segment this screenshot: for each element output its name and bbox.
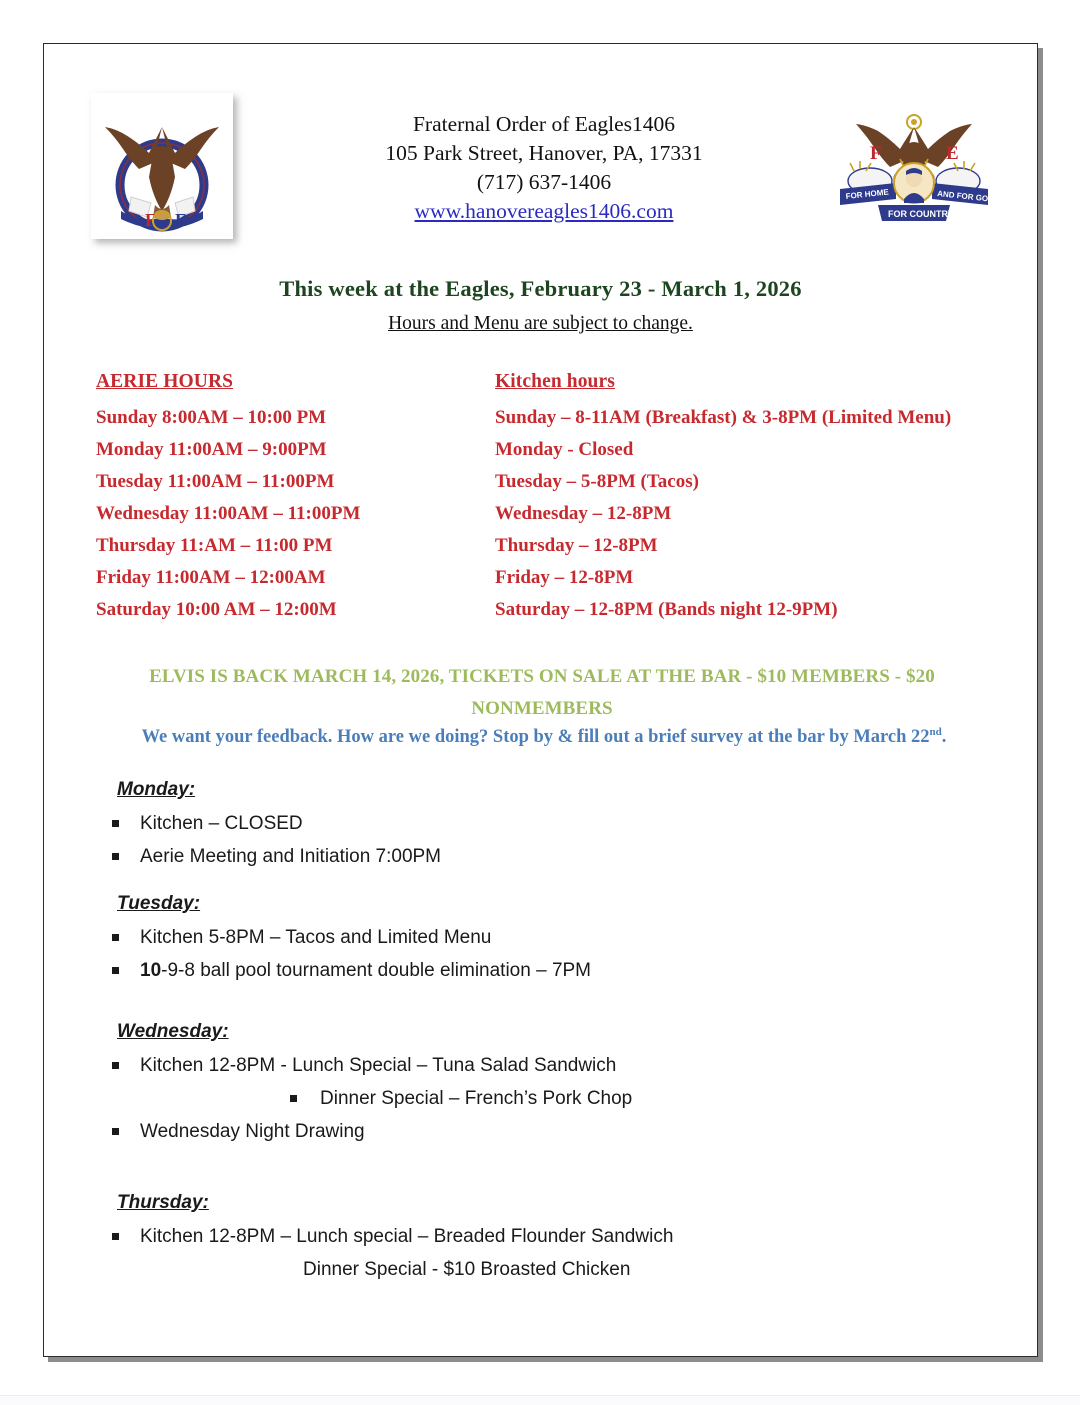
square-bullet-icon [112,934,119,941]
page-subtitle [44,313,1037,335]
svg-text:FOR HOME: FOR HOME [845,187,890,201]
day-heading-monday: Monday: [117,779,196,800]
square-bullet-icon [112,967,119,974]
aerie-hours-row: Wednesday 11:00AM – 11:00PM [96,503,361,524]
document-header [44,44,1037,254]
list-item-plain [44,1253,1037,1286]
section-spacer [44,987,1037,1021]
square-bullet-icon [112,1128,119,1135]
foe-auxiliary-eagle-logo [834,109,994,231]
aerie-hours-column [96,371,496,626]
section-spacer [44,1148,1037,1192]
hours-section [44,371,1037,620]
kitchen-hours-row: Wednesday – 12-8PM [495,503,672,524]
list-item-label: Kitchen 12-8PM - Lunch Special – Tuna Salad Sandwich [140,1055,617,1076]
list-item [44,840,1037,873]
list-item [44,1220,1037,1253]
day-block-tuesday [44,893,1037,987]
list-item [44,954,1037,987]
list-item-label: Dinner Special - $10 Broasted Chicken [303,1259,631,1280]
document-page [43,43,1038,1357]
kitchen-hours-row: Saturday – 12-8PM (Bands night 12-9PM) [495,599,838,620]
list-item [44,807,1037,840]
feedback-ordinal-suffix: nd [929,726,942,738]
aerie-hours-row: Friday 11:00AM – 12:00AM [96,567,326,588]
section-spacer [44,873,1037,893]
square-bullet-icon [112,1062,119,1069]
list-item-emphasis: 10 [140,960,162,981]
aerie-hours-row: Thursday 11:AM – 11:00 PM [96,535,333,556]
kitchen-hours-row: Sunday – 8-11AM (Breakfast) & 3-8PM (Limited Menu) [495,407,952,428]
list-item-label: Dinner Special – French’s Pork Chop [320,1088,633,1109]
svg-text:F: F [145,210,156,230]
kitchen-hours-row: Monday - Closed [495,439,634,460]
aerie-hours-row: Monday 11:00AM – 9:00PM [96,439,327,460]
kitchen-hours-heading: Kitchen hours [495,371,615,392]
square-bullet-icon [112,1233,119,1240]
list-item [44,921,1037,954]
svg-text:E: E [946,143,959,164]
kitchen-hours-row: Friday – 12-8PM [495,567,634,588]
list-item-nested [44,1082,1037,1115]
aerie-hours-row: Sunday 8:00AM – 10:00 PM [96,407,327,428]
kitchen-hours-row: Thursday – 12-8PM [495,535,658,556]
day-block-wednesday [44,1021,1037,1148]
list-item-label: -9-8 ball pool tournament double elimination – 7PM [161,960,592,981]
day-heading-thursday: Thursday: [117,1192,209,1213]
square-bullet-icon [112,853,119,860]
feedback-announcement [84,726,1004,748]
aerie-hours-row: Tuesday 11:00AM – 11:00PM [96,471,335,492]
aerie-hours-heading: AERIE HOURS [96,371,234,392]
elvis-announcement: ELVIS IS BACK MARCH 14, 2026, TICKETS ON SALE AT THE BAR - $10 MEMBERS - $20 NONMEMBERS [149,666,935,719]
kitchen-hours-row: Tuesday – 5-8PM (Tacos) [495,471,699,492]
svg-text:F: F [870,143,882,164]
aerie-hours-row: Saturday 10:00 AM – 12:00M [96,599,337,620]
list-item [44,1115,1037,1148]
page-title: This week at the Eagles, February 23 - March 1, 2026 [279,276,802,301]
feedback-text: We want your feedback. How are we doing? Stop by & fill out a brief survey at the bar by March 22 [141,727,930,748]
day-block-monday [44,779,1037,873]
weekly-schedule [44,779,1037,1286]
svg-text:AND FOR GOD: AND FOR GOD [936,189,994,204]
day-heading-tuesday: Tuesday: [117,893,201,914]
square-bullet-icon [112,820,119,827]
feedback-period: . [941,727,947,748]
page-subtitle-text: Hours and Menu are subject to change. [388,313,693,334]
day-heading-wednesday: Wednesday: [117,1021,229,1042]
svg-text:FOR COUNTRY: FOR COUNTRY [888,209,954,219]
org-contact-block [344,110,744,226]
svg-text:E: E [175,210,188,230]
foe-eagle-crest-logo [91,93,233,239]
day-block-thursday [44,1192,1037,1286]
org-website-link[interactable]: www.hanovereagles1406.com [414,199,674,223]
list-item-label: Kitchen 5-8PM – Tacos and Limited Menu [140,927,492,948]
org-phone: (717) 637-1406 [476,170,612,194]
list-item [44,1049,1037,1082]
kitchen-hours-column [495,371,1015,626]
square-bullet-icon [290,1095,297,1102]
list-item-label: Kitchen 12-8PM – Lunch special – Breaded Flounder Sandwich [140,1226,674,1247]
org-address: 105 Park Street, Hanover, PA, 17331 [385,141,703,165]
list-item-label: Wednesday Night Drawing [140,1121,365,1142]
org-name: Fraternal Order of Eagles1406 [412,112,676,136]
list-item-label: Kitchen – CLOSED [140,813,303,834]
list-item-label: Aerie Meeting and Initiation 7:00PM [140,846,442,867]
